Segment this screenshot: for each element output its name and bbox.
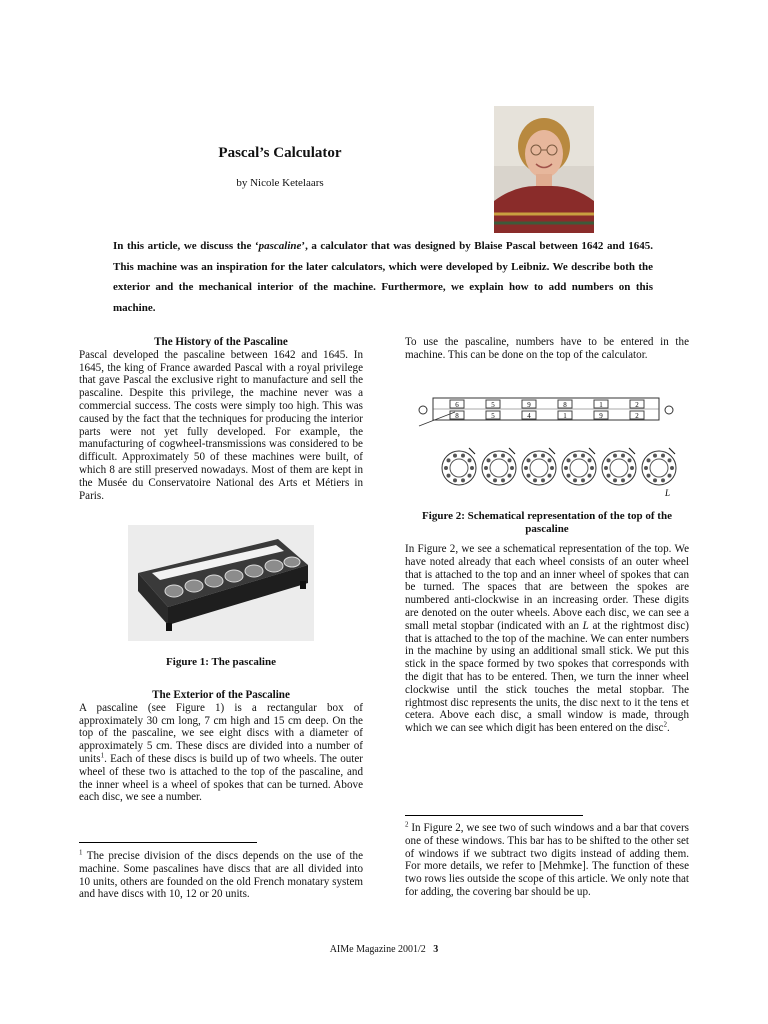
figure2-caption: Figure 2: Schematical representation of the top of the pascaline: [422, 510, 672, 535]
figure2-spoke: [621, 478, 625, 482]
footnote-1: [79, 850, 363, 901]
figure2-spoke: [533, 454, 537, 458]
figure2-spoke: [581, 478, 585, 482]
figure2-spoke: [604, 466, 608, 470]
footnote-2: [405, 822, 689, 899]
figure2-spoke: [527, 474, 531, 478]
figure2-window-digit: 2: [635, 401, 639, 409]
figure2-spoke: [567, 474, 571, 478]
figure2-spoke: [533, 478, 537, 482]
figure2-window-lower-digit: 8: [455, 412, 459, 420]
figure2-spoke: [653, 454, 657, 458]
figure2-spoke: [461, 454, 465, 458]
figure2-spoke: [607, 474, 611, 478]
figure2-window-lower-digit: 4: [527, 412, 531, 420]
footnote-1-mark: 1: [79, 848, 83, 857]
figure2-spoke: [510, 466, 514, 470]
exterior-paragraph: [79, 702, 363, 804]
figure2-spoke: [621, 454, 625, 458]
footnote-2-mark: 2: [405, 820, 409, 829]
figure2-window-digit: 8: [563, 401, 567, 409]
figure2-spoke: [670, 466, 674, 470]
figure2-text-start: In Figure 2, we see a schematical representation of the top. We have noted already that each wheel consists of an outer wheel that is attached to the top and an inner wheel of spokes that can be turned. The spaces that are between the spokes are numbered anti-clockwise in an increasing order. These digits are denoted on the outer wheels. Above each disc, we can see a small metal stopbar (indicated with an: [405, 543, 689, 632]
figure2-spoke: [613, 454, 617, 458]
abstract-text-start: In this article, we discuss the ‘: [113, 240, 259, 252]
figure2-text-middle: at the rightmost disc) that is attached to the top of the machine. We can enter numbers in the machine by using an additional small stick. We put this stick in the space formed by two spokes that corresponds with the digit that has to be entered. Then, we turn the inner wheel clockwise until the stick touches the metal stopbar. The rightmost disc represents the units, the disc next to it the tens et cetera. Above each disc, a small window is made, through which we can see which digit has been entered on the disc: [405, 619, 689, 735]
figure2-spoke: [541, 478, 545, 482]
figure2-spoke: [487, 474, 491, 478]
figure2-spoke: [607, 458, 611, 462]
figure2-spoke: [484, 466, 488, 470]
figure2-spoke: [567, 458, 571, 462]
footer-magazine: AIMe Magazine 2001/2: [329, 944, 426, 955]
figure2-image: [417, 382, 683, 508]
figure2-spoke: [647, 474, 651, 478]
history-section: [79, 336, 363, 502]
figure2-spoke: [527, 458, 531, 462]
figure2-paragraph: [405, 543, 689, 735]
figure2-spoke: [468, 458, 472, 462]
figure2-spoke: [487, 458, 491, 462]
figure2-spoke: [573, 454, 577, 458]
footnote-divider: [79, 842, 257, 843]
footnote-1-text: The precise division of the discs depends on the use of the machine. Some pascalines have discs that are all divided into 10 units, others are founded on the old French monatary system and have discs with 10, 12 or 20 units.: [79, 850, 363, 901]
abstract-text-end: ’, a calculator that was designed by Blaise Pascal between 1642 and 1645. This machine was an inspiration for the later calculators, which were developed by Leibniz. We describe both the exterior and the mechanical interior of the machine. Furthermore, we explain how to add numbers on this machine.: [113, 240, 653, 314]
figure2-window-digit: 9: [527, 401, 531, 409]
history-paragraph: Pascal developed the pascaline between 1642 and 1645. In 1645, the king of France awarded Pascal with a royal privilege that gave Pascal the exclusive right to manufacture and sell the pascaline. Despite this privilege, the machine never was a commercial success. The costs were simply too high. This was caused by the fact that the techniques for producing the interior parts were not yet fully developed. For example, the manufacturing of cogwheel-transmissions was considered to be difficult. Approximately 50 of these machines were built, of which 8 are still preserved nowadays. Most of them are kept in the Musée du Conservatoire National des Arts et Métiers in Paris.: [79, 348, 363, 502]
figure2-spoke: [647, 458, 651, 462]
author-photo: [494, 106, 594, 233]
exterior-section: [79, 689, 363, 804]
figure2-window-digit: 1: [599, 401, 603, 409]
exterior-text-start: A pascaline (see Figure 1) is a rectangular box of approximately 30 cm long, 7 cm high and 15 cm deep. On the top of the pascaline, we see eight discs with a diameter of approximately 5 cm. These discs are divided into a number of units: [79, 701, 363, 765]
figure2-spoke: [661, 478, 665, 482]
article-author: by Nicole Ketelaars: [236, 177, 324, 189]
figure2-spoke: [644, 466, 648, 470]
figure2-spoke: [661, 454, 665, 458]
figure2-spoke: [668, 458, 672, 462]
footnote-divider-2: [405, 815, 583, 816]
figure2-window-digit: 6: [455, 401, 459, 409]
figure2-spoke: [447, 458, 451, 462]
abstract-term: pascaline: [258, 240, 302, 252]
page-footer: [0, 944, 768, 955]
footnote-2-text: In Figure 2, we see two of such windows and a bar that covers one of these windows. This bar has to be shifted to the other set of windows if we subtract two digits instead of adding them. For more details, we refer to [Mehmke]. The function of these two rows lies outside the scope of this article. We only note that for adding, the covering bar should be up.: [405, 822, 689, 898]
figure2-spoke: [508, 458, 512, 462]
footnote-ref-1: 1: [100, 751, 105, 760]
footnote-ref-2: 2: [663, 720, 667, 729]
figure2-spoke: [548, 474, 552, 478]
figure1-caption: Figure 1: The pascaline: [166, 656, 276, 668]
figure2-text-end: .: [666, 722, 670, 735]
figure2-spoke: [541, 454, 545, 458]
figure2-spoke: [461, 478, 465, 482]
figure2-spoke: [470, 466, 474, 470]
figure2-spoke: [588, 474, 592, 478]
figure2-spoke: [501, 454, 505, 458]
figure2-spoke: [550, 466, 554, 470]
figure2-spoke: [628, 458, 632, 462]
figure2-stopbar-label: L: [665, 488, 671, 498]
stopbar-label: L: [582, 619, 589, 632]
figure2-window-lower-digit: 5: [491, 412, 495, 420]
figure2-window-lower-digit: 2: [635, 412, 639, 420]
figure2-spoke: [573, 478, 577, 482]
figure2-spoke: [501, 478, 505, 482]
article-title: Pascal’s Calculator: [218, 145, 342, 161]
figure2-spoke: [493, 478, 497, 482]
figure2-spoke: [581, 454, 585, 458]
figure2-spoke: [524, 466, 528, 470]
figure2-spoke: [590, 466, 594, 470]
footer-page-number: 3: [433, 944, 439, 955]
figure2-spoke: [444, 466, 448, 470]
abstract: [113, 236, 653, 318]
history-heading: The History of the Pascaline: [154, 336, 288, 348]
figure2-spoke: [453, 454, 457, 458]
figure2-spoke: [447, 474, 451, 478]
figure2-spoke: [564, 466, 568, 470]
figure2-spoke: [468, 474, 472, 478]
figure2-spoke: [668, 474, 672, 478]
figure2-spoke: [630, 466, 634, 470]
figure2-window-lower-digit: 1: [563, 412, 567, 420]
figure2-spoke: [548, 458, 552, 462]
figure2-spoke: [588, 458, 592, 462]
figure2-spoke: [493, 454, 497, 458]
figure2-spoke: [453, 478, 457, 482]
exterior-text-end: . Each of these discs is build up of two wheels. The outer wheel of these two is attached to the top of the pascaline, and the inner wheel is a wheel of spokes that can be turned. Above each disc, we see a number.: [79, 752, 363, 804]
right-intro: To use the pascaline, numbers have to be entered in the machine. This can be done on the top of the calculator.: [405, 336, 689, 361]
figure2-spoke: [613, 478, 617, 482]
figure2-window-digit: 5: [491, 401, 495, 409]
figure1-image: [128, 525, 314, 641]
figure2-spoke: [653, 478, 657, 482]
figure2-spoke: [628, 474, 632, 478]
exterior-heading: The Exterior of the Pascaline: [152, 689, 290, 701]
figure2-spoke: [508, 474, 512, 478]
figure2-window-lower-digit: 9: [599, 412, 603, 420]
